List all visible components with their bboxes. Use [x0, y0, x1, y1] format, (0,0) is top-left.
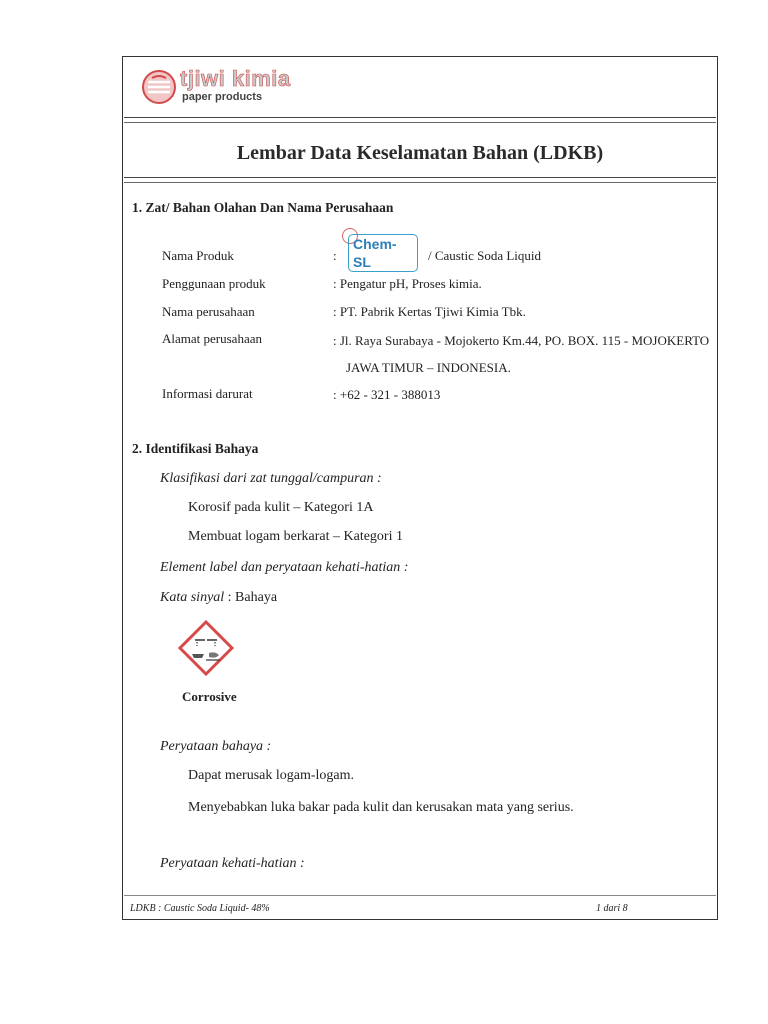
hazard-statement-item: Menyebabkan luka bakar pada kulit dan kerusakan mata yang serius.	[188, 800, 574, 815]
company-logo	[140, 66, 340, 108]
footer-page-number: 1 dari 8	[596, 903, 628, 914]
document-frame	[122, 56, 718, 920]
label-emergency-info: Informasi darurat	[162, 386, 253, 401]
logo-subtitle: paper products	[182, 91, 263, 103]
precaution-label: Peryataan kehati-hatian :	[160, 856, 305, 871]
section-1-heading: 1. Zat/ Bahan Olahan Dan Nama Perusahaan	[132, 200, 394, 215]
value-product-name-colon: :	[333, 248, 337, 263]
value-product-usage: : Pengatur pH, Proses kimia.	[333, 276, 482, 291]
classification-label: Klasifikasi dari zat tunggal/campuran :	[160, 471, 382, 486]
value-product-name: / Caustic Soda Liquid	[428, 248, 542, 263]
value-company-address: : Jl. Raya Surabaya - Mojokerto Km.44, PO. BOX. 115 - MOJOKERTO	[333, 333, 710, 348]
signal-word-value: : Bahaya	[224, 590, 278, 605]
chem-sl-brand-logo	[342, 230, 418, 270]
label-product-usage: Penggunaan produk	[162, 276, 266, 291]
header-divider-thin	[124, 122, 716, 123]
header-divider	[124, 117, 716, 118]
footer-divider	[124, 895, 716, 896]
pictogram-caption: Corrosive	[182, 689, 237, 704]
signal-word-label: Kata sinyal	[160, 590, 225, 605]
title-divider	[124, 177, 716, 178]
value-emergency-info: : +62 - 321 - 388013	[333, 387, 441, 402]
signal-word	[160, 590, 277, 606]
document-title: Lembar Data Keselamatan Bahan (LDKB)	[236, 142, 604, 164]
value-company-name: : PT. Pabrik Kertas Tjiwi Kimia Tbk.	[333, 304, 526, 319]
tjiwi-kimia-logo-icon	[140, 68, 178, 106]
label-company-name: Nama perusahaan	[162, 304, 255, 319]
hazard-statement-item: Dapat merusak logam-logam.	[188, 768, 355, 783]
classification-item: Membuat logam berkarat – Kategori 1	[188, 529, 403, 544]
hazard-statement-label: Peryataan bahaya :	[160, 739, 272, 754]
element-label: Element label dan peryataan kehati-hatian :	[160, 560, 409, 575]
classification-item: Korosif pada kulit – Kategori 1A	[188, 500, 374, 515]
corrosive-ghs-pictogram-icon	[178, 620, 234, 676]
section-2-heading: 2. Identifikasi Bahaya	[132, 441, 259, 456]
label-company-address: Alamat perusahaan	[162, 331, 262, 346]
logo-wordmark: tjiwi kimia	[180, 66, 291, 91]
footer-document-id: LDKB : Caustic Soda Liquid- 48%	[130, 903, 270, 914]
title-divider-thin	[124, 182, 716, 183]
label-product-name: Nama Produk	[162, 248, 234, 263]
product-brand: Chem-SL	[348, 234, 418, 272]
value-company-address-line2: JAWA TIMUR – INDONESIA.	[346, 360, 511, 375]
